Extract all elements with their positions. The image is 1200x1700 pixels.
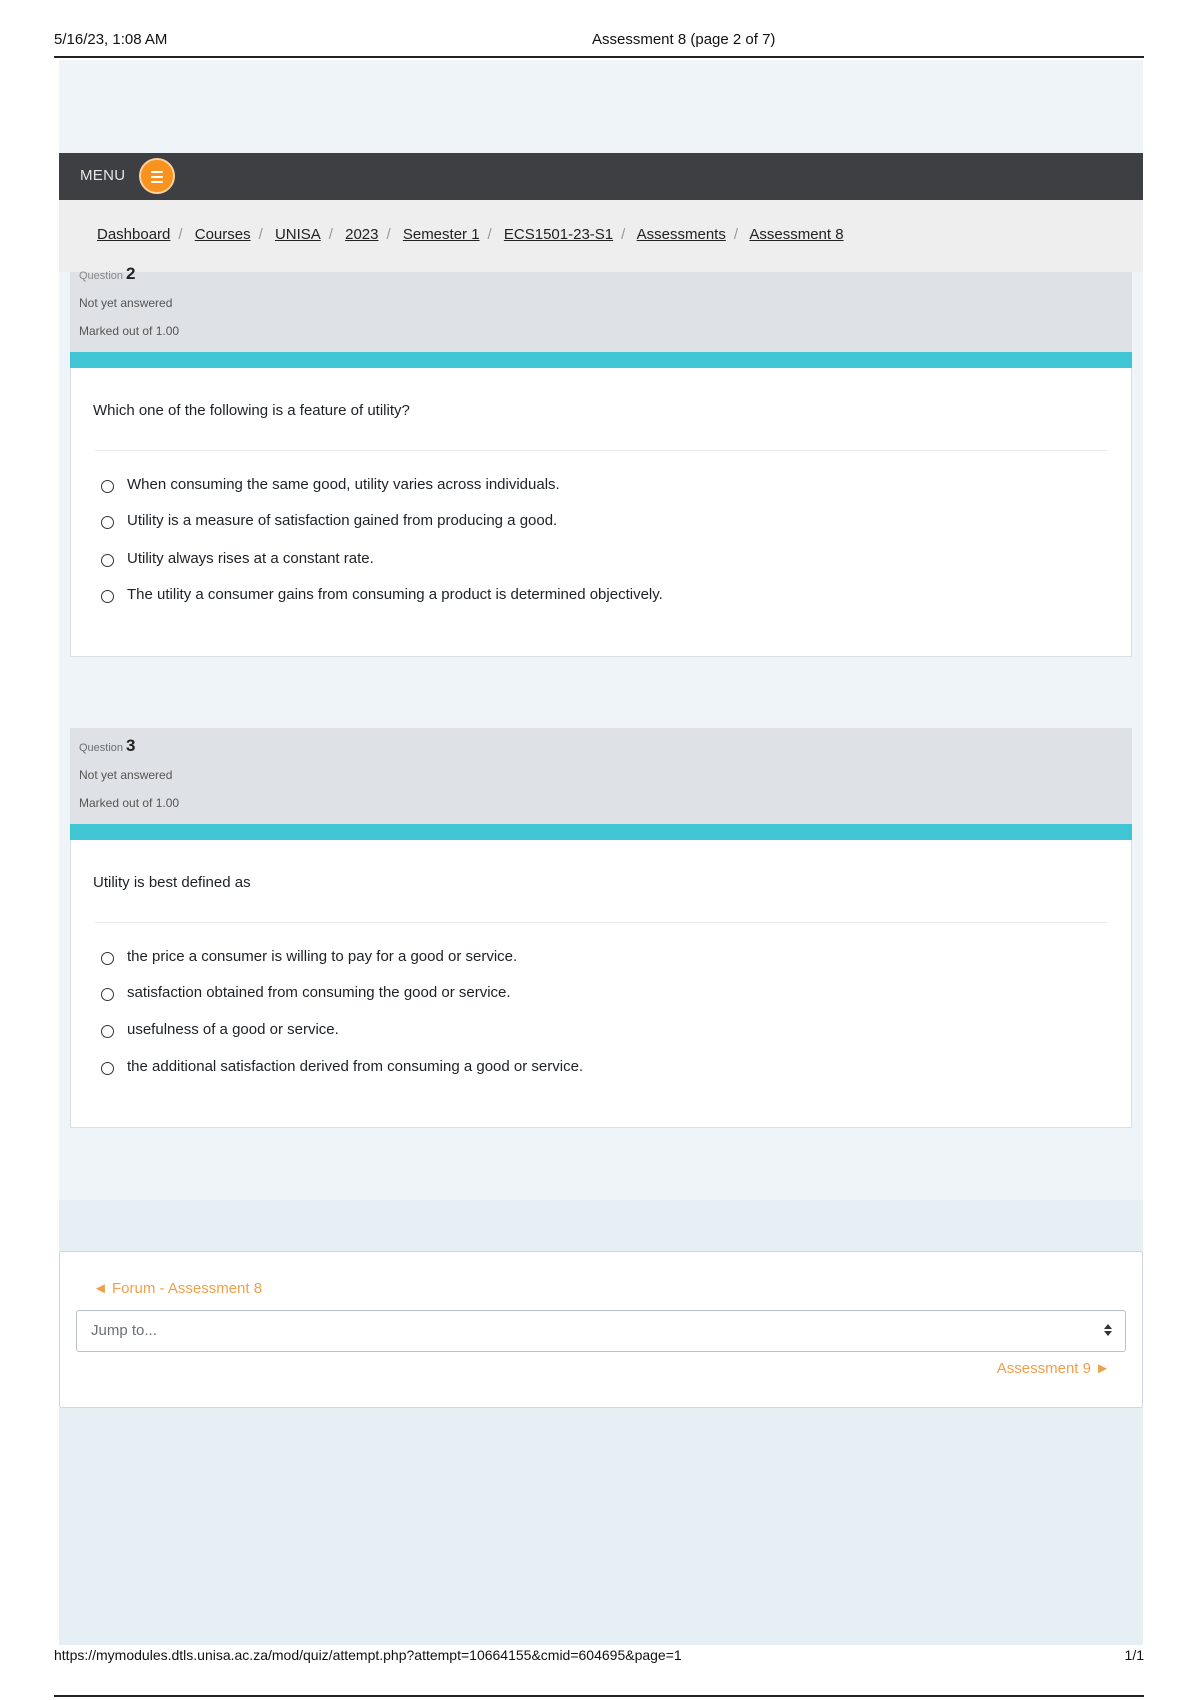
question-number: Question 3: [79, 736, 136, 755]
hamburger-icon[interactable]: [139, 158, 175, 194]
radio-button[interactable]: [101, 952, 114, 965]
breadcrumb-courses[interactable]: Courses: [194, 226, 251, 243]
question-content: Utility is best defined as the price a consumer is willing to pay for a good or service. satisfaction obtained from consuming the good or service. usefulness of a good or service. the additional satisfaction derived from consuming a good or service.: [70, 840, 1132, 1128]
radio-button[interactable]: [101, 480, 114, 493]
question-info: [70, 264, 1132, 352]
print-url: https://mymodules.dtls.unisa.ac.za/mod/quiz/attempt.php?attempt=10664155&cmid=604695&page=1: [54, 1647, 682, 1663]
question-marks: Marked out of 1.00: [79, 324, 180, 338]
next-activity-link[interactable]: Assessment 9 ►: [996, 1360, 1110, 1377]
print-header: [54, 28, 1144, 58]
navbar: [59, 153, 1143, 200]
divider: [54, 1695, 1144, 1697]
divider: [95, 450, 1107, 451]
radio-button[interactable]: [101, 554, 114, 567]
jump-to-select[interactable]: [76, 1310, 1126, 1352]
print-title: Assessment 8 (page 2 of 7): [592, 31, 776, 48]
breadcrumb-bar: [59, 200, 1143, 272]
breadcrumb-unisa[interactable]: UNISA: [274, 226, 321, 243]
question-content: Which one of the following is a feature of utility? When consuming the same good, utility varies across individuals. Utility is a measure of satisfaction gained from producing a good. Utility always rises at a constant rate. The utility a consumer gains from consuming a product is determined objectively.: [70, 368, 1132, 657]
menu-label[interactable]: MENU: [80, 167, 126, 184]
jump-to-placeholder: Jump to...: [91, 1322, 157, 1339]
breadcrumb-semester[interactable]: Semester 1: [402, 226, 480, 243]
question-accent-bar: [70, 352, 1132, 368]
breadcrumb-assessments[interactable]: Assessments: [636, 226, 726, 243]
question-status: Not yet answered: [79, 296, 173, 310]
print-page-number: 1/1: [1124, 1647, 1144, 1663]
radio-button[interactable]: [101, 1062, 114, 1075]
question-accent-bar: [70, 824, 1132, 840]
breadcrumb-year[interactable]: 2023: [345, 226, 379, 243]
question-marks: Marked out of 1.00: [79, 796, 180, 810]
question-text: Utility is best defined as: [93, 874, 251, 891]
activity-navigation: [59, 1251, 1143, 1408]
radio-button[interactable]: [101, 590, 114, 603]
breadcrumb-assessment-8[interactable]: Assessment 8: [749, 226, 844, 243]
question-info: [70, 728, 1132, 824]
print-date: 5/16/23, 1:08 AM: [54, 31, 168, 48]
prev-activity-link[interactable]: ◄ Forum - Assessment 8: [93, 1280, 263, 1297]
question-status: Not yet answered: [79, 768, 173, 782]
question-number: Question 2: [79, 264, 136, 283]
radio-button[interactable]: [101, 1025, 114, 1038]
breadcrumb: Dashboard / Courses / UNISA / 2023 / Semester 1 / ECS1501-23-S1 / Assessments / Assessment 8: [97, 226, 844, 243]
select-arrows-icon: [1103, 1321, 1113, 1341]
breadcrumb-course[interactable]: ECS1501-23-S1: [503, 226, 614, 243]
question-text: Which one of the following is a feature of utility?: [93, 402, 410, 419]
breadcrumb-dashboard[interactable]: Dashboard: [97, 226, 171, 243]
radio-button[interactable]: [101, 988, 114, 1001]
divider: [95, 922, 1107, 923]
radio-button[interactable]: [101, 516, 114, 529]
